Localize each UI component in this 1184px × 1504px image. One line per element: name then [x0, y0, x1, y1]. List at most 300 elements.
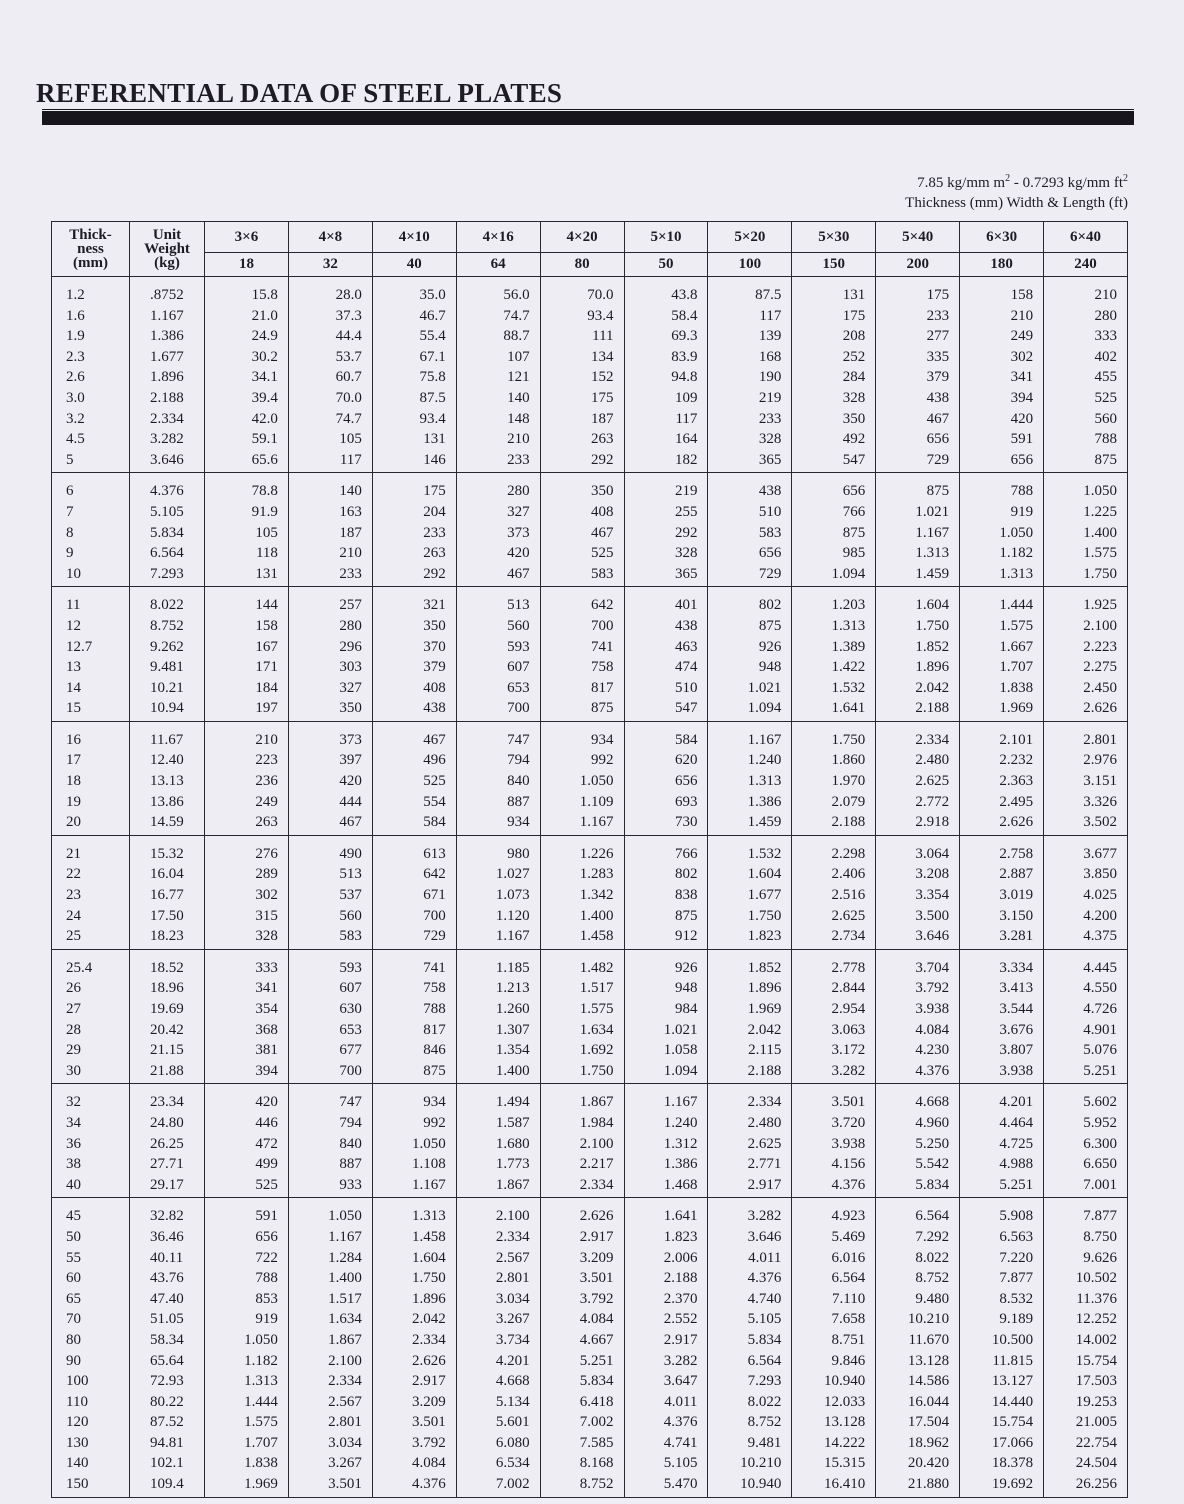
weight-cell: 1.050	[540, 771, 624, 792]
weight-cell: 233	[372, 523, 456, 544]
weight-cell: 4.376	[792, 1175, 876, 1198]
table-row	[52, 864, 1128, 885]
weight-cell: 3.354	[876, 885, 960, 906]
weight-cell: 6.080	[456, 1433, 540, 1454]
weight-cell: 560	[1044, 409, 1128, 430]
weight-cell: 1.667	[960, 637, 1044, 658]
weight-cell: 1.969	[708, 999, 792, 1020]
weight-cell: 210	[205, 721, 289, 750]
weight-cell: 3.850	[1044, 864, 1128, 885]
weight-cell: 3.502	[1044, 812, 1128, 835]
table-row	[52, 1412, 1128, 1433]
weight-cell: 729	[372, 926, 456, 949]
weight-cell: 16.044	[876, 1392, 960, 1413]
table-row	[52, 1113, 1128, 1134]
weight-cell: 496	[372, 750, 456, 771]
weight-cell: 2.552	[624, 1309, 708, 1330]
thickness-cell: 12.7	[52, 637, 130, 658]
thickness-cell: 22	[52, 864, 130, 885]
table-row	[52, 792, 1128, 813]
weight-cell: 4.668	[456, 1371, 540, 1392]
weight-cell: 4.445	[1044, 949, 1128, 978]
thickness-cell: 23	[52, 885, 130, 906]
weight-cell: 875	[624, 906, 708, 927]
header-size: 6×40	[1044, 222, 1128, 253]
unit-weight-cell: 20.42	[130, 1020, 205, 1041]
unit-weight-cell: 5.834	[130, 523, 205, 544]
weight-cell: 607	[288, 978, 372, 999]
weight-cell: 6.563	[960, 1227, 1044, 1248]
weight-cell: 91.9	[205, 502, 289, 523]
header-row-areas	[52, 253, 1128, 277]
weight-cell: 327	[288, 678, 372, 699]
table-row	[52, 616, 1128, 637]
weight-cell: 4.901	[1044, 1020, 1128, 1041]
weight-cell: 1.641	[792, 698, 876, 721]
thickness-cell: 90	[52, 1351, 130, 1372]
table-row	[52, 1040, 1128, 1061]
thickness-cell: 5	[52, 450, 130, 473]
weight-cell: 8.750	[1044, 1227, 1128, 1248]
weight-cell: 444	[288, 792, 372, 813]
header-size: 4×20	[540, 222, 624, 253]
weight-cell: 5.105	[708, 1309, 792, 1330]
weight-cell: 370	[372, 637, 456, 658]
weight-cell: 3.209	[372, 1392, 456, 1413]
weight-cell: 4.667	[540, 1330, 624, 1351]
thickness-cell: 25	[52, 926, 130, 949]
weight-cell: 146	[372, 450, 456, 473]
weight-cell: 2.626	[960, 812, 1044, 835]
weight-cell: 794	[456, 750, 540, 771]
weight-cell: 14.586	[876, 1371, 960, 1392]
weight-cell: 656	[205, 1227, 289, 1248]
weight-cell: 2.275	[1044, 657, 1128, 678]
weight-cell: 1.458	[372, 1227, 456, 1248]
weight-cell: 105	[205, 523, 289, 544]
weight-cell: 2.917	[372, 1371, 456, 1392]
weight-cell: 20.420	[876, 1453, 960, 1474]
weight-cell: 5.601	[456, 1412, 540, 1433]
weight-cell: 3.413	[960, 978, 1044, 999]
weight-cell: 3.646	[876, 926, 960, 949]
weight-cell: 3.282	[792, 1061, 876, 1084]
weight-cell: 2.801	[456, 1268, 540, 1289]
weight-cell: 6.016	[792, 1248, 876, 1269]
thickness-cell: 9	[52, 543, 130, 564]
weight-cell: 1.342	[540, 885, 624, 906]
weight-cell: 560	[456, 616, 540, 637]
weight-cell: 788	[205, 1268, 289, 1289]
weight-cell: 3.807	[960, 1040, 1044, 1061]
weight-cell: 139	[708, 326, 792, 347]
table-row	[52, 326, 1128, 347]
weight-cell: 1.444	[205, 1392, 289, 1413]
weight-cell: 583	[708, 523, 792, 544]
weight-cell: 4.084	[876, 1020, 960, 1041]
thickness-cell: 19	[52, 792, 130, 813]
weight-cell: 18.962	[876, 1433, 960, 1454]
table-row	[52, 1433, 1128, 1454]
weight-cell: 204	[372, 502, 456, 523]
thickness-cell: 50	[52, 1227, 130, 1248]
table-row	[52, 1061, 1128, 1084]
weight-cell: 15.315	[792, 1453, 876, 1474]
thickness-cell: 18	[52, 771, 130, 792]
weight-cell: 148	[456, 409, 540, 430]
weight-cell: 642	[372, 864, 456, 885]
thickness-cell: 27	[52, 999, 130, 1020]
weight-cell: 365	[624, 564, 708, 587]
weight-cell: 802	[708, 587, 792, 616]
weight-cell: 55.4	[372, 326, 456, 347]
weight-cell: 9.626	[1044, 1248, 1128, 1269]
weight-cell: 700	[288, 1061, 372, 1084]
weight-cell: 1.050	[288, 1198, 372, 1227]
weight-cell: 2.100	[288, 1351, 372, 1372]
unit-weight-cell: 51.05	[130, 1309, 205, 1330]
weight-cell: 4.230	[876, 1040, 960, 1061]
weight-cell: 934	[456, 812, 540, 835]
unit-weight-cell: 8.022	[130, 587, 205, 616]
weight-cell: 2.567	[288, 1392, 372, 1413]
weight-cell: 12.033	[792, 1392, 876, 1413]
weight-cell: 3.792	[876, 978, 960, 999]
weight-cell: 2.006	[624, 1248, 708, 1269]
weight-cell: 1.896	[372, 1289, 456, 1310]
weight-cell: 1.692	[540, 1040, 624, 1061]
thickness-cell: 100	[52, 1371, 130, 1392]
weight-cell: 1.240	[624, 1113, 708, 1134]
weight-cell: 2.480	[708, 1113, 792, 1134]
weight-cell: 2.917	[540, 1227, 624, 1248]
weight-cell: 303	[288, 657, 372, 678]
weight-cell: 368	[205, 1020, 289, 1041]
weight-cell: 252	[792, 347, 876, 368]
table-row	[52, 306, 1128, 327]
unit-weight-cell: 43.76	[130, 1268, 205, 1289]
weight-cell: 1.575	[1044, 543, 1128, 564]
thickness-cell: 130	[52, 1433, 130, 1454]
table-body	[52, 277, 1128, 1498]
thickness-cell: 10	[52, 564, 130, 587]
table-row	[52, 1198, 1128, 1227]
header-unit-weight-line2: Weight	[144, 241, 190, 257]
weight-cell: 70.0	[540, 277, 624, 306]
weight-cell: 4.084	[372, 1453, 456, 1474]
weight-cell: 1.400	[288, 1268, 372, 1289]
weight-cell: 2.734	[792, 926, 876, 949]
weight-cell: 554	[372, 792, 456, 813]
weight-cell: 4.201	[960, 1084, 1044, 1113]
weight-cell: 30.2	[205, 347, 289, 368]
weight-cell: 642	[540, 587, 624, 616]
weight-cell: 5.542	[876, 1154, 960, 1175]
weight-cell: 2.567	[456, 1248, 540, 1269]
table-row	[52, 367, 1128, 388]
weight-cell: 37.3	[288, 306, 372, 327]
weight-cell: 7.877	[960, 1268, 1044, 1289]
weight-cell: 2.625	[708, 1134, 792, 1155]
weight-cell: 158	[960, 277, 1044, 306]
weight-cell: 182	[624, 450, 708, 473]
weight-cell: 919	[205, 1309, 289, 1330]
weight-cell: 420	[456, 543, 540, 564]
weight-cell: 2.188	[708, 1061, 792, 1084]
weight-cell: 693	[624, 792, 708, 813]
weight-cell: 4.464	[960, 1113, 1044, 1134]
unit-weight-cell: 10.94	[130, 698, 205, 721]
weight-cell: 3.501	[288, 1474, 372, 1497]
weight-cell: 1.750	[708, 906, 792, 927]
weight-cell: 3.151	[1044, 771, 1128, 792]
table-row	[52, 949, 1128, 978]
weight-cell: 2.954	[792, 999, 876, 1020]
thickness-cell: 17	[52, 750, 130, 771]
weight-cell: 1.773	[456, 1154, 540, 1175]
table-row	[52, 1351, 1128, 1372]
weight-cell: 93.4	[540, 306, 624, 327]
weight-cell: 3.646	[708, 1227, 792, 1248]
weight-cell: 887	[456, 792, 540, 813]
weight-cell: 42.0	[205, 409, 289, 430]
thickness-cell: 110	[52, 1392, 130, 1413]
weight-cell: 1.182	[205, 1351, 289, 1372]
weight-cell: 1.750	[876, 616, 960, 637]
weight-cell: 2.626	[1044, 698, 1128, 721]
table-row	[52, 1371, 1128, 1392]
weight-cell: 87.5	[372, 388, 456, 409]
weight-cell: 2.334	[372, 1330, 456, 1351]
weight-cell: 302	[205, 885, 289, 906]
weight-cell: 5.251	[1044, 1061, 1128, 1084]
weight-cell: 249	[960, 326, 1044, 347]
weight-cell: 1.226	[540, 835, 624, 864]
weight-cell: 3.267	[288, 1453, 372, 1474]
weight-cell: 3.501	[540, 1268, 624, 1289]
weight-cell: 131	[372, 429, 456, 450]
weight-cell: 6.300	[1044, 1134, 1128, 1155]
weight-cell: 1.203	[792, 587, 876, 616]
table-row	[52, 1330, 1128, 1351]
thickness-cell: 12	[52, 616, 130, 637]
weight-cell: 140	[456, 388, 540, 409]
weight-cell: 875	[876, 473, 960, 502]
weight-cell: 438	[876, 388, 960, 409]
unit-weight-cell: 87.52	[130, 1412, 205, 1433]
weight-cell: 233	[876, 306, 960, 327]
weight-cell: 2.079	[792, 792, 876, 813]
weight-cell: 1.120	[456, 906, 540, 927]
weight-cell: 53.7	[288, 347, 372, 368]
weight-cell: 74.7	[456, 306, 540, 327]
weight-cell: 83.9	[624, 347, 708, 368]
weight-cell: 164	[624, 429, 708, 450]
weight-cell: 700	[372, 906, 456, 927]
weight-cell: 10.940	[708, 1474, 792, 1497]
unit-weight-cell: 72.93	[130, 1371, 205, 1392]
weight-cell: 379	[372, 657, 456, 678]
weight-cell: 980	[456, 835, 540, 864]
weight-cell: 219	[624, 473, 708, 502]
weight-cell: 39.4	[205, 388, 289, 409]
header-unit-weight-line3: (kg)	[154, 255, 180, 271]
thickness-cell: 7	[52, 502, 130, 523]
weight-cell: 926	[708, 637, 792, 658]
table-row	[52, 999, 1128, 1020]
weight-cell: 817	[540, 678, 624, 699]
weight-cell: 280	[456, 473, 540, 502]
weight-cell: 467	[456, 564, 540, 587]
table-row	[52, 473, 1128, 502]
weight-cell: 5.952	[1044, 1113, 1128, 1134]
weight-cell: 3.208	[876, 864, 960, 885]
weight-cell: 1.604	[708, 864, 792, 885]
weight-cell: 1.313	[792, 616, 876, 637]
weight-cell: 1.867	[288, 1330, 372, 1351]
unit-weight-cell: 5.105	[130, 502, 205, 523]
weight-cell: 28.0	[288, 277, 372, 306]
weight-cell: 401	[624, 587, 708, 616]
weight-cell: 1.823	[708, 926, 792, 949]
weight-cell: 14.440	[960, 1392, 1044, 1413]
weight-cell: 3.544	[960, 999, 1044, 1020]
weight-cell: 1.167	[288, 1227, 372, 1248]
weight-cell: 15.754	[960, 1412, 1044, 1433]
weight-cell: 1.517	[540, 978, 624, 999]
weight-cell: 1.167	[708, 721, 792, 750]
weight-cell: 394	[205, 1061, 289, 1084]
steel-plate-table	[51, 221, 1128, 1498]
thickness-cell: 4.5	[52, 429, 130, 450]
weight-cell: 69.3	[624, 326, 708, 347]
unit-weight-cell: 102.1	[130, 1453, 205, 1474]
unit-weight-cell: 6.564	[130, 543, 205, 564]
weight-cell: 210	[456, 429, 540, 450]
weight-cell: 4.376	[624, 1412, 708, 1433]
weight-cell: 233	[288, 564, 372, 587]
weight-cell: 1.532	[792, 678, 876, 699]
weight-cell: 8.022	[876, 1248, 960, 1269]
header-area: 50	[624, 253, 708, 277]
weight-cell: 3.938	[960, 1061, 1044, 1084]
thickness-cell: 24	[52, 906, 130, 927]
header-thickness-line2: ness	[77, 241, 104, 257]
weight-cell: 3.792	[372, 1433, 456, 1454]
weight-cell: 656	[708, 543, 792, 564]
weight-cell: 167	[205, 637, 289, 658]
weight-cell: 1.313	[708, 771, 792, 792]
header-size: 5×20	[708, 222, 792, 253]
weight-cell: 24.504	[1044, 1453, 1128, 1474]
weight-cell: 1.750	[372, 1268, 456, 1289]
title-rule	[42, 111, 1134, 125]
unit-weight-cell: .8752	[130, 277, 205, 306]
thickness-cell: 3.0	[52, 388, 130, 409]
weight-cell: 1.313	[960, 564, 1044, 587]
unit-weight-cell: 11.67	[130, 721, 205, 750]
weight-cell: 513	[288, 864, 372, 885]
weight-cell: 2.223	[1044, 637, 1128, 658]
weight-cell: 2.480	[876, 750, 960, 771]
weight-cell: 2.778	[792, 949, 876, 978]
weight-cell: 1.354	[456, 1040, 540, 1061]
weight-cell: 1.677	[708, 885, 792, 906]
weight-cell: 7.292	[876, 1227, 960, 1248]
thickness-cell: 16	[52, 721, 130, 750]
weight-cell: 8.752	[708, 1412, 792, 1433]
weight-cell: 3.677	[1044, 835, 1128, 864]
unit-weight-cell: 2.188	[130, 388, 205, 409]
weight-cell: 467	[540, 523, 624, 544]
weight-cell: 933	[288, 1175, 372, 1198]
header-unit-weight-line1: Unit	[152, 227, 182, 243]
weight-cell: 373	[288, 721, 372, 750]
weight-cell: 2.188	[792, 812, 876, 835]
weight-cell: 1.750	[1044, 564, 1128, 587]
weight-cell: 4.668	[876, 1084, 960, 1113]
weight-cell: 184	[205, 678, 289, 699]
weight-cell: 700	[456, 698, 540, 721]
table-row	[52, 543, 1128, 564]
weight-cell: 948	[708, 657, 792, 678]
weight-cell: 277	[876, 326, 960, 347]
weight-cell: 2.370	[624, 1289, 708, 1310]
weight-cell: 3.282	[708, 1198, 792, 1227]
weight-cell: 1.575	[540, 999, 624, 1020]
weight-cell: 3.064	[876, 835, 960, 864]
weight-cell: 875	[372, 1061, 456, 1084]
weight-cell: 1.838	[205, 1453, 289, 1474]
weight-cell: 741	[372, 949, 456, 978]
weight-cell: 15.8	[205, 277, 289, 306]
table-row	[52, 698, 1128, 721]
weight-cell: 1.313	[372, 1198, 456, 1227]
weight-cell: 10.940	[792, 1371, 876, 1392]
title-rule-thin	[42, 109, 1134, 110]
header-thickness-line3: (mm)	[73, 255, 108, 271]
weight-cell: 722	[205, 1248, 289, 1269]
weight-cell: 747	[288, 1084, 372, 1113]
weight-cell: 1.823	[624, 1227, 708, 1248]
weight-cell: 10.502	[1044, 1268, 1128, 1289]
table-row	[52, 347, 1128, 368]
table-row	[52, 1084, 1128, 1113]
weight-cell: 1.050	[960, 523, 1044, 544]
unit-weight-cell: 10.21	[130, 678, 205, 699]
weight-cell: 838	[624, 885, 708, 906]
weight-cell: 9.480	[876, 1289, 960, 1310]
weight-cell: 1.852	[876, 637, 960, 658]
weight-cell: 94.8	[624, 367, 708, 388]
weight-cell: 13.128	[876, 1351, 960, 1372]
weight-cell: 14.222	[792, 1433, 876, 1454]
weight-cell: 6.564	[792, 1268, 876, 1289]
weight-cell: 4.726	[1044, 999, 1128, 1020]
weight-cell: 350	[540, 473, 624, 502]
weight-cell: 583	[540, 564, 624, 587]
weight-cell: 3.034	[456, 1289, 540, 1310]
weight-cell: 280	[288, 616, 372, 637]
weight-cell: 846	[372, 1040, 456, 1061]
weight-cell: 175	[540, 388, 624, 409]
table-row	[52, 587, 1128, 616]
weight-cell: 1.750	[540, 1061, 624, 1084]
weight-cell: 350	[372, 616, 456, 637]
weight-cell: 2.917	[624, 1330, 708, 1351]
weight-cell: 656	[792, 473, 876, 502]
weight-cell: 1.021	[624, 1020, 708, 1041]
